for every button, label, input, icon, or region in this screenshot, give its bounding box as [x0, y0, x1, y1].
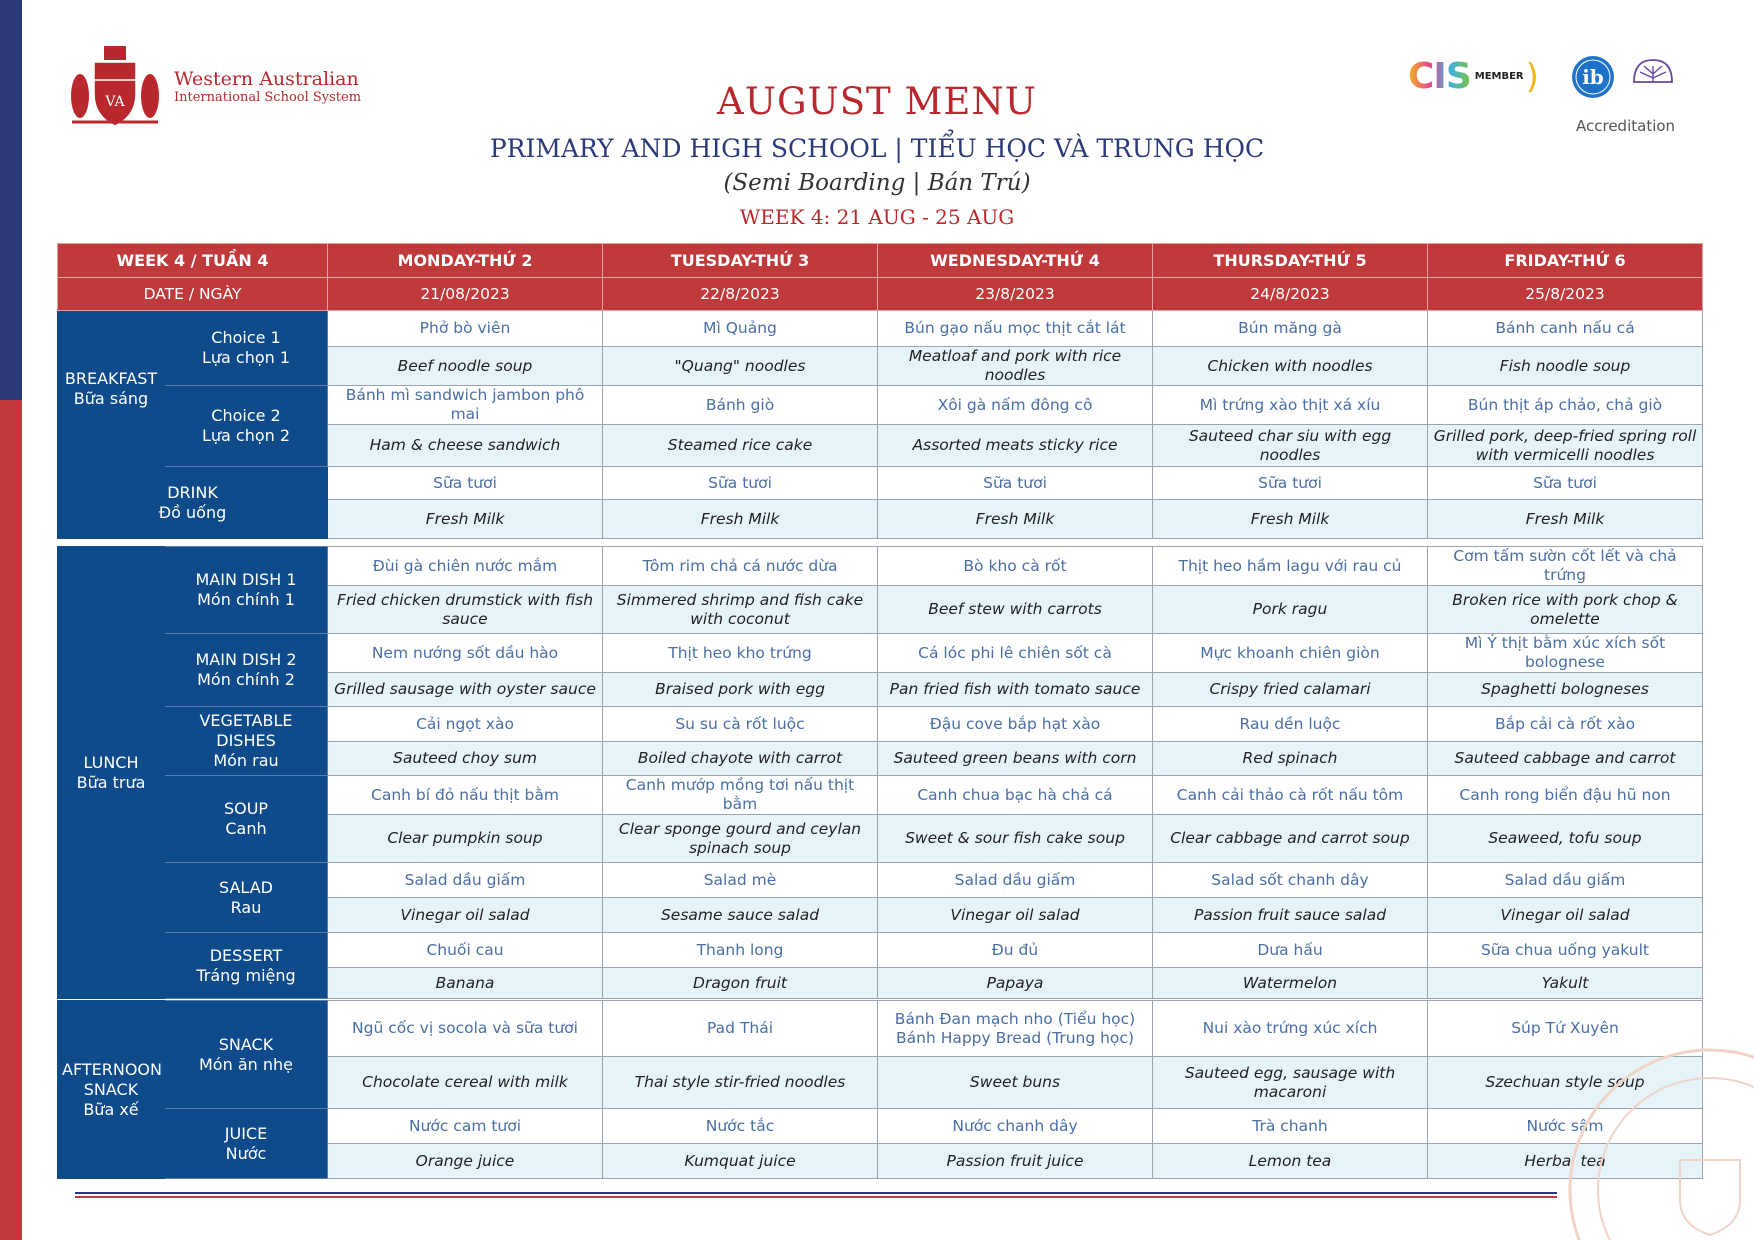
menu-item-en: Fresh Milk — [1428, 500, 1703, 539]
menu-item-vi: Bún gạo nấu mọc thịt cắt lát — [878, 311, 1153, 347]
dessert-label: DESSERT Tráng miệng — [165, 933, 328, 999]
menu-item-en: Sauteed cabbage and carrot — [1428, 742, 1703, 776]
menu-item-en: Vinegar oil salad — [328, 898, 603, 933]
table-row — [58, 776, 1703, 815]
header-dates-row — [58, 278, 1703, 311]
menu-item-vi: Bún thịt áp chảo, chả giò — [1428, 386, 1703, 425]
menu-item-en: Fresh Milk — [878, 500, 1153, 539]
menu-item-vi: Ngũ cốc vị socola và sữa tươi — [328, 1001, 603, 1057]
menu-item-vi: Mì trứng xào thịt xá xíu — [1153, 386, 1428, 425]
menu-item-vi: Cơm tấm sườn cốt lết và chả trứng — [1428, 547, 1703, 586]
menu-item-vi: Canh rong biển đậu hũ non — [1428, 776, 1703, 815]
left-band-blue — [0, 0, 22, 400]
menu-item-en: Grilled sausage with oyster sauce — [328, 673, 603, 707]
menu-item-vi: Phở bò viên — [328, 311, 603, 347]
menu-item-vi: Dưa hấu — [1153, 933, 1428, 968]
week-range: WEEK 4: 21 AUG - 25 AUG — [739, 205, 1015, 229]
left-band-red — [0, 400, 22, 1240]
breakfast-table — [57, 243, 1703, 539]
menu-item-vi: Trà chanh — [1153, 1109, 1428, 1144]
menu-item-en: Sauteed green beans with corn — [878, 742, 1153, 776]
vegetable-label: VEGETABLE DISHES Món rau — [165, 707, 328, 776]
day-thursday: THURSDAY-THỨ 5 — [1153, 244, 1428, 278]
menu-item-vi: Sữa tươi — [878, 467, 1153, 500]
menu-item-en: Crispy fried calamari — [1153, 673, 1428, 707]
menu-item-en: Vinegar oil salad — [878, 898, 1153, 933]
menu-item-en: Orange juice — [328, 1144, 603, 1179]
menu-item-en: Passion fruit juice — [878, 1144, 1153, 1179]
menu-item-vi: Cải ngọt xào — [328, 707, 603, 742]
menu-item-vi: Đậu cove bắp hạt xào — [878, 707, 1153, 742]
cis-member-text: MEMBER — [1474, 71, 1524, 82]
menu-item-en: Fresh Milk — [1153, 500, 1428, 539]
menu-item-vi: Nui xào trứng xúc xích — [1153, 1001, 1428, 1057]
menu-item-en: Fish noodle soup — [1428, 347, 1703, 386]
menu-item-vi: Pad Thái — [603, 1001, 878, 1057]
page-subtitle: PRIMARY AND HIGH SCHOOL | TIỂU HỌC VÀ TRUNG HỌC — [489, 134, 1265, 163]
accreditation-label: Accreditation — [1576, 117, 1676, 135]
logo-line2: International School System — [174, 90, 362, 105]
menu-item-vi: Su su cà rốt luộc — [603, 707, 878, 742]
date-monday: 21/08/2023 — [328, 278, 603, 311]
svg-text:VA: VA — [105, 94, 125, 110]
menu-item-en: Passion fruit sauce salad — [1153, 898, 1428, 933]
menu-item-en: Assorted meats sticky rice — [878, 425, 1153, 467]
choice1-label: Choice 1 Lựa chọn 1 — [165, 311, 328, 386]
menu-item-en: Ham & cheese sandwich — [328, 425, 603, 467]
menu-item-vi: Đùi gà chiên nước mắm — [328, 547, 603, 586]
date-friday: 25/8/2023 — [1428, 278, 1703, 311]
menu-item-en: Sauteed choy sum — [328, 742, 603, 776]
table-row — [58, 386, 1703, 425]
menu-item-en: Watermelon — [1153, 968, 1428, 999]
lunch-table — [57, 546, 1703, 999]
menu-item-en: Dragon fruit — [603, 968, 878, 999]
menu-item-vi: Sữa tươi — [603, 467, 878, 500]
menu-item-vi: Bắp cải cà rốt xào — [1428, 707, 1703, 742]
menu-item-vi: Đu đủ — [878, 933, 1153, 968]
menu-item-vi: Bún măng gà — [1153, 311, 1428, 347]
menu-item-vi: Chuối cau — [328, 933, 603, 968]
menu-item-vi: Canh cải thảo cà rốt nấu tôm — [1153, 776, 1428, 815]
menu-item-en: Boiled chayote with carrot — [603, 742, 878, 776]
page-note: (Semi Boarding | Bán Trú) — [723, 170, 1031, 196]
footer-rule — [75, 1192, 1557, 1198]
cis-paren-icon: ) — [1525, 56, 1539, 97]
snack-label: SNACK Món ăn nhẹ — [165, 1001, 328, 1109]
menu-item-vi: Nước tắc — [603, 1109, 878, 1144]
day-wednesday: WEDNESDAY-THỨ 4 — [878, 244, 1153, 278]
menu-item-en: Yakult — [1428, 968, 1703, 999]
menu-item-en: Meatloaf and pork with rice noodles — [878, 347, 1153, 386]
logo-line1: Western Australian — [174, 68, 359, 90]
table-row — [58, 467, 1703, 500]
menu-item-en: Beef noodle soup — [328, 347, 603, 386]
menu-item-vi: Salad dầu giấm — [878, 863, 1153, 898]
menu-item-vi: Canh chua bạc hà chả cá — [878, 776, 1153, 815]
week-label: WEEK 4 / TUẦN 4 — [58, 244, 328, 278]
menu-item-vi: Nước cam tươi — [328, 1109, 603, 1144]
menu-item-en: Thai style stir-fried noodles — [603, 1057, 878, 1109]
table-row — [58, 863, 1703, 898]
menu-item-en: Braised pork with egg — [603, 673, 878, 707]
menu-item-en: Herbal tea — [1428, 1144, 1703, 1179]
menu-item-vi: Salad sốt chanh dây — [1153, 863, 1428, 898]
menu-item-en: Fried chicken drumstick with fish sauce — [328, 586, 603, 634]
table-row — [58, 707, 1703, 742]
menu-item-vi: Tôm rim chả cá nước dừa — [603, 547, 878, 586]
menu-item-vi: Salad dầu giấm — [328, 863, 603, 898]
menu-item-vi: Rau dền luộc — [1153, 707, 1428, 742]
footer-rule-red — [75, 1196, 1557, 1198]
menu-item-en: Clear cabbage and carrot soup — [1153, 815, 1428, 863]
menu-item-en: Sauteed char siu with egg noodles — [1153, 425, 1428, 467]
menu-item-vi: Bánh giò — [603, 386, 878, 425]
menu-item-vi: Súp Tứ Xuyên — [1428, 1001, 1703, 1057]
menu-item-en: Spaghetti bologneses — [1428, 673, 1703, 707]
menu-item-en: Chicken with noodles — [1153, 347, 1428, 386]
menu-item-vi: Thanh long — [603, 933, 878, 968]
menu-item-en: "Quang" noodles — [603, 347, 878, 386]
menu-item-en: Steamed rice cake — [603, 425, 878, 467]
menu-item-vi: Bánh canh nấu cá — [1428, 311, 1703, 347]
menu-item-en: Lemon tea — [1153, 1144, 1428, 1179]
day-friday: FRIDAY-THỨ 6 — [1428, 244, 1703, 278]
menu-item-vi: Mực khoanh chiên giòn — [1153, 634, 1428, 673]
menu-item-en: Szechuan style soup — [1428, 1057, 1703, 1109]
juice-label: JUICE Nước — [165, 1109, 328, 1179]
menu-item-vi: Bánh Đan mạch nho (Tiểu học) Bánh Happy Bread (Trung học) — [878, 1001, 1153, 1057]
menu-item-en: Clear sponge gourd and ceylan spinach soup — [603, 815, 878, 863]
menu-item-en: Beef stew with carrots — [878, 586, 1153, 634]
menu-item-en: Red spinach — [1153, 742, 1428, 776]
menu-item-en: Sauteed egg, sausage with macaroni — [1153, 1057, 1428, 1109]
svg-text:ib: ib — [1582, 65, 1604, 89]
menu-item-en: Sweet buns — [878, 1057, 1153, 1109]
date-label: DATE / NGÀY — [58, 278, 328, 311]
day-monday: MONDAY-THỨ 2 — [328, 244, 603, 278]
menu-item-vi: Mì Quảng — [603, 311, 878, 347]
menu-item-vi: Thịt heo kho trứng — [603, 634, 878, 673]
drink-label: DRINK Đồ uống — [58, 467, 328, 539]
date-wednesday: 23/8/2023 — [878, 278, 1153, 311]
table-row — [58, 933, 1703, 968]
date-thursday: 24/8/2023 — [1153, 278, 1428, 311]
afternoon-label: AFTERNOON SNACK Bữa xế — [58, 1001, 165, 1179]
lunch-label: LUNCH Bữa trưa — [58, 547, 165, 999]
menu-item-vi: Salad mè — [603, 863, 878, 898]
menu-item-vi: Nước chanh dây — [878, 1109, 1153, 1144]
afternoon-table — [57, 1000, 1703, 1179]
menu-item-en: Pan fried fish with tomato sauce — [878, 673, 1153, 707]
menu-item-vi: Nem nướng sốt dầu hào — [328, 634, 603, 673]
watermark-seal — [1560, 1040, 1754, 1240]
main2-label: MAIN DISH 2 Món chính 2 — [165, 634, 328, 707]
menu-item-en: Banana — [328, 968, 603, 999]
menu-item-en: Sweet & sour fish cake soup — [878, 815, 1153, 863]
menu-item-vi: Canh mướp mồng tơi nấu thịt bằm — [603, 776, 878, 815]
menu-item-en: Papaya — [878, 968, 1153, 999]
table-row — [58, 634, 1703, 673]
salad-label: SALAD Rau — [165, 863, 328, 933]
menu-item-en: Vinegar oil salad — [1428, 898, 1703, 933]
menu-item-vi: Sữa tươi — [1153, 467, 1428, 500]
soup-label: SOUP Canh — [165, 776, 328, 863]
breakfast-label: BREAKFAST Bữa sáng — [58, 311, 165, 467]
menu-item-en: Simmered shrimp and fish cake with coconut — [603, 586, 878, 634]
cis-logo-text: CIS — [1408, 56, 1471, 97]
menu-item-en: Broken rice with pork chop & omelette — [1428, 586, 1703, 634]
menu-item-vi: Nước sâm — [1428, 1109, 1703, 1144]
menu-item-en: Seaweed, tofu soup — [1428, 815, 1703, 863]
menu-item-vi: Mì Ý thịt bằm xúc xích sốt bolognese — [1428, 634, 1703, 673]
menu-item-en: Fresh Milk — [328, 500, 603, 539]
menu-item-vi: Sữa tươi — [1428, 467, 1703, 500]
date-tuesday: 22/8/2023 — [603, 278, 878, 311]
menu-item-vi: Sữa tươi — [328, 467, 603, 500]
table-row — [58, 1001, 1703, 1057]
menu-item-vi: Bò kho cà rốt — [878, 547, 1153, 586]
table-row — [58, 547, 1703, 586]
choice2-label: Choice 2 Lựa chọn 2 — [165, 386, 328, 467]
main1-label: MAIN DISH 1 Món chính 1 — [165, 547, 328, 634]
menu-item-vi: Xôi gà nấm đông cô — [878, 386, 1153, 425]
menu-item-en: Sesame sauce salad — [603, 898, 878, 933]
menu-item-vi: Salad dầu giấm — [1428, 863, 1703, 898]
table-row — [58, 311, 1703, 347]
menu-item-en: Fresh Milk — [603, 500, 878, 539]
menu-item-en: Grilled pork, deep-fried spring roll with vermicelli noodles — [1428, 425, 1703, 467]
menu-item-vi: Cá lóc phi lê chiên sốt cà — [878, 634, 1153, 673]
menu-item-en: Pork ragu — [1153, 586, 1428, 634]
menu-item-en: Clear pumpkin soup — [328, 815, 603, 863]
menu-item-vi: Thịt heo hầm lagu với rau củ — [1153, 547, 1428, 586]
menu-item-en: Kumquat juice — [603, 1144, 878, 1179]
page-title: AUGUST MENU — [717, 80, 1037, 123]
day-tuesday: TUESDAY-THỨ 3 — [603, 244, 878, 278]
menu-item-vi: Sữa chua uống yakult — [1428, 933, 1703, 968]
header-days-row — [58, 244, 1703, 278]
menu-item-vi: Canh bí đỏ nấu thịt bằm — [328, 776, 603, 815]
table-row — [58, 1109, 1703, 1144]
menu-item-vi: Bánh mì sandwich jambon phô mai — [328, 386, 603, 425]
menu-item-en: Chocolate cereal with milk — [328, 1057, 603, 1109]
